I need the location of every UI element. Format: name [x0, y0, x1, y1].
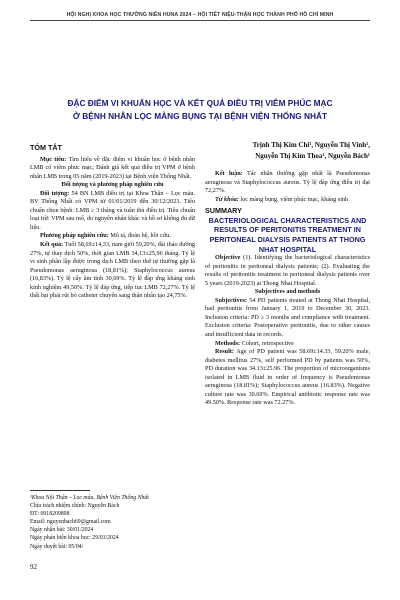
ket-qua-label: Kết quả:: [40, 241, 64, 249]
ket-qua-paragraph: [30, 241, 195, 301]
phuong-phap-text: Mô tả, đoàn hệ, hồi cứu.: [108, 232, 171, 240]
ket-luan-text: Tác nhân thường gặp nhất là Pseudomonas aeruginosa và Staphylococcus aureus. Tỷ lệ đáp ứng điều trị đạt 72,27%.: [205, 170, 370, 195]
phuong-phap-label: Phương pháp nghiên cứu:: [40, 232, 109, 240]
methods-text: Cohort, retrospective: [240, 339, 294, 347]
subjectives-methods-heading: Subjectives and methods: [254, 288, 321, 296]
muc-tieu-text: Tìm hiểu về đặc điểm vi khuẩn học ở bệnh nhân LMB có viêm phúc mạc; Đánh giá kết quả điều trị VPM ở bệnh nhân LMB trong 05 năm (2019-2023) tại Bệnh viện Thống Nhất.: [30, 155, 195, 180]
subjectives-label: Subjectives:: [215, 296, 247, 304]
tu-khoa-text: lọc màng bụng, viêm phúc mạc, kháng sinh: [238, 195, 349, 203]
objective-text: (1). Identifying the bacteriological characteristics of peritonitis in peritoneal dialysis patients; (2). Evaluating the results of peritonitis treatment in peritoneal dialysis patients over 5 years (2019-2023) at Thong Nhat Hospital.: [205, 254, 370, 287]
title-line-2: Ở BỆNH NHÂN LỌC MÀNG BỤNG TẠI BỆNH VIỆN THỐNG NHẤT: [72, 111, 328, 121]
doi-tuong-heading: Đối tượng và phương pháp nghiên cứu: [61, 181, 164, 189]
english-title: BACTERIOLOGICAL CHARACTERISTICS AND RESULTS OF PERITONITIS TREATMENT IN PERITONEAL DIALYSIS PATIENTS AT THONG NHAT HOSPITAL: [208, 215, 367, 254]
article-title: [30, 97, 370, 123]
tu-khoa-label: Từ khóa:: [215, 195, 239, 203]
muc-tieu-paragraph: [30, 156, 195, 182]
footnote-affiliation: ¹Khoa Nội Thận – Lọc máu, Bệnh Viện Thống Nhất: [30, 495, 149, 501]
objective-label: Objective: [215, 254, 241, 262]
left-column: [30, 144, 195, 301]
summary-heading-vi: TÓM TẮT: [30, 143, 62, 152]
footnote-reviewed: Ngày phản biện khoa học: 29/03/2024: [30, 535, 119, 542]
footnote-received: Ngày nhận bài: 30/01/2024: [30, 527, 94, 534]
ket-luan-paragraph: [205, 170, 370, 196]
footnote-email: Email: nguyenbach69@gmail.com: [30, 519, 111, 526]
doi-tuong-text: 54 BN LMB điều trị tại Khoa Thận – Lọc máu. BV Thống Nhất có VPM từ 01/01/2019 đến 30/12/2023. Tiêu chuẩn chọn bệnh: LMB ≥ 3 tháng và tuân thủ điều trị. Tiêu chuẩn loại trừ: VPM sau mổ, do nguyên nhân khác và hồ sơ không đủ dữ liệu.: [30, 189, 196, 231]
summary-heading-en: SUMMARY: [205, 206, 242, 216]
phuong-phap-paragraph: [30, 232, 195, 241]
tu-khoa-paragraph: [205, 196, 370, 205]
right-column: [205, 170, 370, 408]
header-rule: [30, 20, 370, 21]
methods-paragraph: [205, 340, 370, 349]
result-label: Result:: [215, 348, 234, 356]
authors-line-1: Trịnh Thị Kim Chi¹, Nguyễn Thị Vinh¹,: [252, 141, 370, 149]
result-text: Age of PD patient was 58.69±14.33, 59.20% male, diabetes mellitus 27%, self performed PD by patients was 50%, PD duration was 34.13±25.96. The proportion of microorganisms isolated in LMB fluid in order of frequency is Pseudomonas aeruginosa (18.81%); Staphylococcus aureus (16.83%). Negative culture rate was 30.69%. Empirical antibiotic response rate was 49.50%. Response rate was 72.27%.: [205, 348, 370, 407]
footnote-rule: [30, 490, 90, 491]
muc-tieu-label: Mục tiêu:: [40, 155, 67, 163]
subjectives-text: 54 PD patients treated at Thong Nhat Hospital, had peritonitis from January 1, 2019 to December 30, 2023. Inclusion criteria: PD ≥ 3 months and compliance with treatment. Exclusion criteria: Postoperative peritonitis, due to other causes and insufficient data in records.: [205, 296, 370, 339]
result-paragraph: [205, 348, 370, 408]
running-header: HỘI NGHỊ KHOA HỌC THƯỜNG NIÊN HUNA 2024 – HỘI TIẾT NIỆU-THẬN HỌC THÀNH PHỐ HỒ CHÍ MINH: [66, 12, 334, 18]
author-list: [190, 140, 370, 162]
objective-paragraph: [205, 254, 370, 288]
doi-tuong-label: Đối tượng:: [40, 189, 70, 197]
subjectives-paragraph: [205, 297, 370, 340]
authors-line-2: Nguyễn Thị Kim Thoa¹, Nguyễn Bách¹: [255, 152, 370, 160]
footnote-accepted: Ngày duyệt bài: 05/04/: [30, 543, 84, 550]
doi-tuong-paragraph: [30, 190, 195, 233]
page-number: 92: [30, 563, 37, 571]
footnote-phone: ĐT: 0918209808: [30, 511, 70, 518]
ket-qua-text: Tuổi 58,69±14,33, nam giới 59,20%, đái tháo đường 27%, tự thay dịch 50%, thời gian LMB 34,13±25,96 tháng. Tỷ lệ vi sinh phân lập được trong dịch LMB theo thứ tự thường gặp là Pseudomonas aeruginosa (18,81%); Staphylococcus aureus (16,83%). Tỷ lệ cấy âm tính 30,69%. Tỷ lệ đáp ứng kháng sinh kinh nghiệm 49,50%. Tỷ lệ đáp ứng, tiếp tục LMB 72,27%. Tỷ lệ thất bại phải rút bỏ catheter chuyển sang thận nhân tạo 24,75%.: [30, 241, 196, 300]
title-line-1: ĐẶC ĐIỂM VI KHUẨN HỌC VÀ KẾT QUẢ ĐIỀU TRỊ VIÊM PHÚC MẠC: [67, 98, 333, 108]
footnote-responsible: Chịu trách nhiệm chính: Nguyễn Bách: [30, 503, 120, 510]
footnote-block: [30, 490, 195, 551]
methods-label: Methods:: [215, 339, 241, 347]
ket-luan-label: Kết luận:: [215, 170, 243, 177]
